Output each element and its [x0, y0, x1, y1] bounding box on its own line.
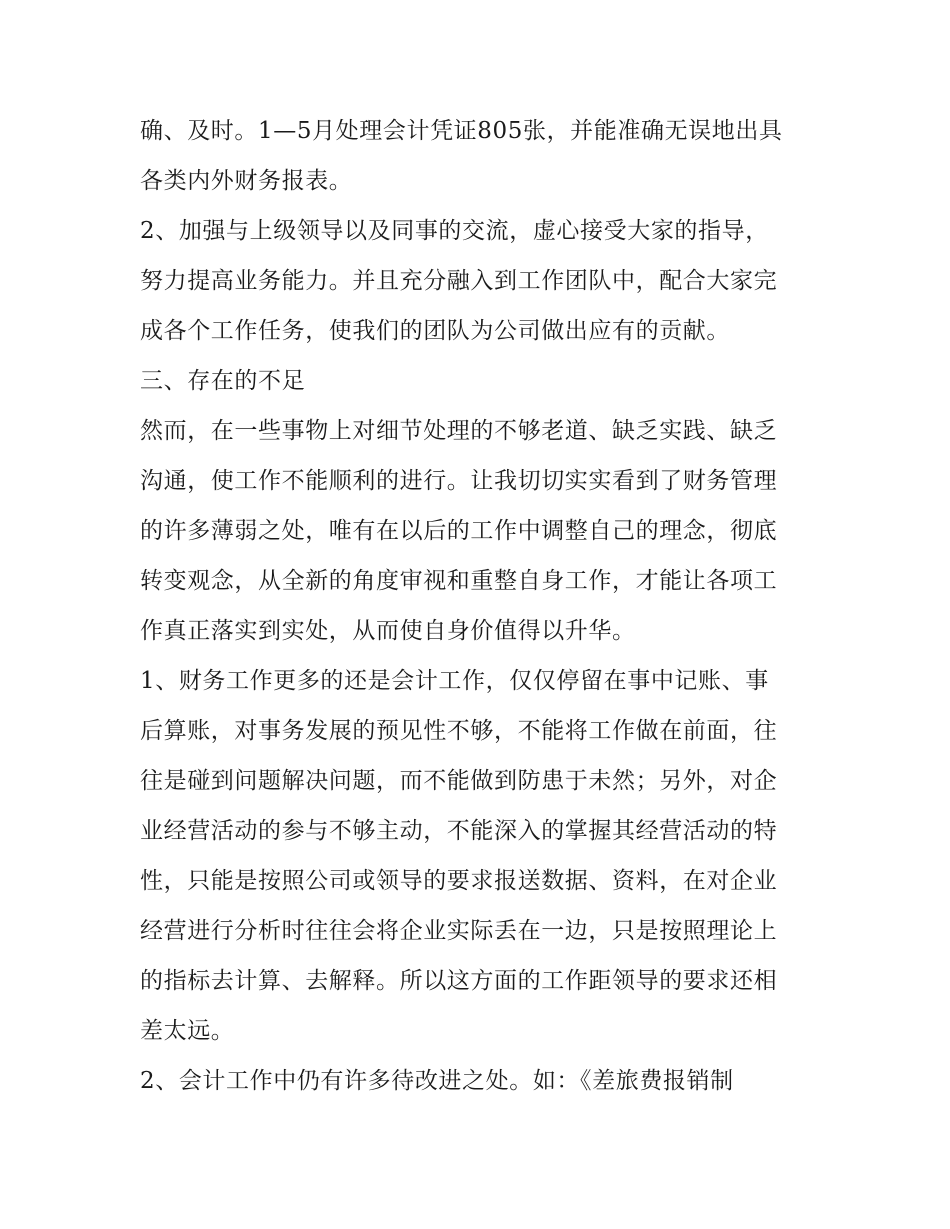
- text-line: 性，只能是按照公司或领导的要求报送数据、资料，在对企业: [140, 868, 778, 894]
- text-line: 确、及时。1—5月处理会计凭证805张，并能准确无误地出具: [140, 118, 783, 144]
- text-line: 的指标去计算、去解释。所以这方面的工作距领导的要求还相: [140, 968, 778, 994]
- text-line: 往是碰到问题解决问题，而不能做到防患于未然；另外，对企: [140, 768, 778, 794]
- text-line: 作真正落实到实处，从而使自身价值得以升华。: [140, 618, 636, 644]
- text-line: 经营进行分析时往往会将企业实际丢在一边，只是按照理论上: [140, 918, 778, 944]
- text-line: 努力提高业务能力。并且充分融入到工作团队中，配合大家完: [140, 268, 778, 294]
- text-line: 各类内外财务报表。: [140, 168, 353, 194]
- text-line: 1、财务工作更多的还是会计工作，仅仅停留在事中记账、事: [140, 668, 769, 694]
- text-line: 的许多薄弱之处，唯有在以后的工作中调整自己的理念，彻底: [140, 518, 778, 544]
- text-line: 成各个工作任务，使我们的团队为公司做出应有的贡献。: [140, 318, 730, 344]
- text-line: 2、加强与上级领导以及同事的交流，虚心接受大家的指导，: [140, 218, 769, 244]
- text-line: 业经营活动的参与不够主动，不能深入的掌握其经营活动的特: [140, 818, 778, 844]
- text-line: 转变观念，从全新的角度审视和重整自身工作，才能让各项工: [140, 568, 778, 594]
- text-line: 沟通，使工作不能顺利的进行。让我切切实实看到了财务管理: [140, 468, 778, 494]
- text-line: 然而，在一些事物上对细节处理的不够老道、缺乏实践、缺乏: [140, 418, 778, 444]
- text-line: 2、会计工作中仍有许多待改进之处。如：《差旅费报销制: [140, 1068, 734, 1094]
- text-line: 差太远。: [140, 1018, 235, 1044]
- section-heading: 三、存在的不足: [140, 368, 306, 394]
- text-line: 后算账，对事务发展的预见性不够，不能将工作做在前面，往: [140, 718, 778, 744]
